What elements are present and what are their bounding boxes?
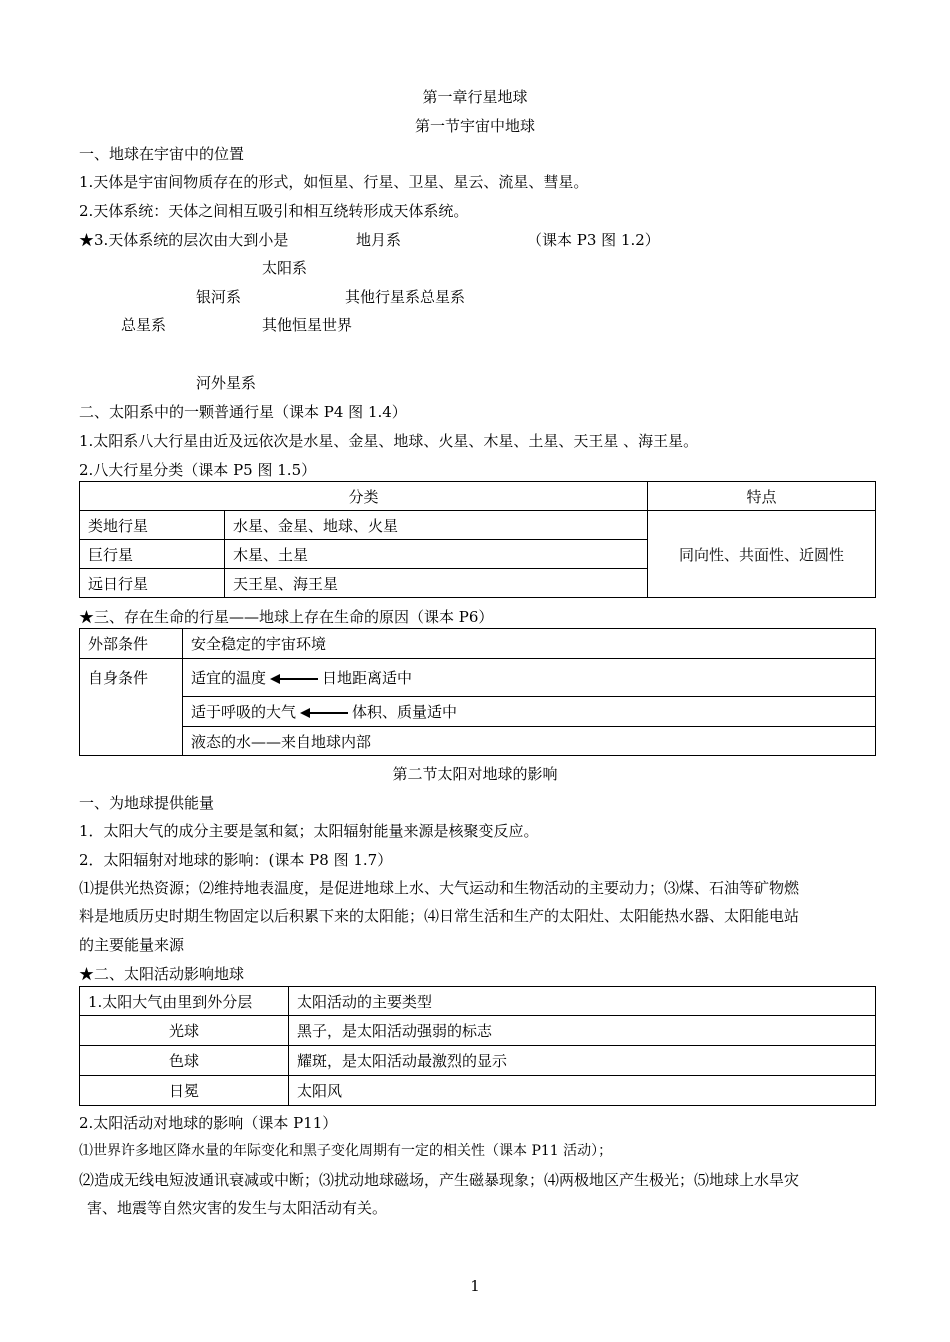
table-cell-feature: 同向性、共面性、近圆性 <box>648 511 876 598</box>
table-cell-atmosphere <box>183 697 876 727</box>
paragraph-effects-1: ⑵造成无线电短波通讯衰减或中断；⑶扰动地球磁场，产生磁暴现象；⑷两极地区产生极光；⑸地球上水旱灾 <box>79 1171 800 1189</box>
section2-title: 第二节太阳对地球的影响 <box>392 765 558 783</box>
table-cell-members: 木星、土星 <box>225 540 648 569</box>
table-header-layers: 1.太阳大气由里到外分层 <box>80 987 289 1016</box>
hierarchy-reference: （课本 P3 图 1.2） <box>527 231 660 249</box>
hierarchy-other-stars: 其他恒星世界 <box>262 316 353 334</box>
paragraph-radiation-details-2: 料是地质历史时期生物固定以后积累下来的太阳能；⑷日常生活和生产的太阳灶、太阳能热水器、太阳能电站 <box>79 907 800 925</box>
paragraph-activity-impact: 2.太阳活动对地球的影响（课本 P11） <box>79 1114 338 1132</box>
table-cell-external-value: 安全稳定的宇宙环境 <box>183 629 876 659</box>
hierarchy-other-planets: 其他行星系总星系 <box>345 288 466 306</box>
table-header-feature: 特点 <box>648 482 876 511</box>
paragraph-celestial-systems: 2.天体系统：天体之间相互吸引和相互绕转形成天体系统。 <box>79 202 469 220</box>
reason-mass: 体积、质量适中 <box>352 703 458 721</box>
paragraph-solar-atmosphere: 1．太阳大气的成分主要是氢和氦；太阳辐射能量来源是核聚变反应。 <box>79 822 539 840</box>
section1-title: 第一节宇宙中地球 <box>414 117 535 135</box>
table-cell-external-label: 外部条件 <box>80 629 183 659</box>
paragraph-eight-planets: 1.太阳系八大行星由近及远依次是水星、金星、地球、火星、木星、土星、天王星 、海王星。 <box>79 432 699 450</box>
table-header-class: 分类 <box>80 482 648 511</box>
condition-atmosphere: 适于呼吸的大气 <box>191 703 297 721</box>
table-cell-activity: 耀斑，是太阳活动最激烈的显示 <box>289 1046 876 1076</box>
table-cell-activity: 黑子，是太阳活动强弱的标志 <box>289 1016 876 1046</box>
heading-ordinary-planet: 二、太阳系中的一颗普通行星（课本 P4 图 1.4） <box>79 403 407 421</box>
solar-layers-table <box>79 986 876 1106</box>
table-cell-layer: 色球 <box>80 1046 289 1076</box>
paragraph-effects-2: 害、地震等自然灾害的发生与太阳活动有关。 <box>87 1199 388 1217</box>
paragraph-system-hierarchy: ★3.天体系统的层次由大到小是 <box>79 231 289 249</box>
heading-energy: 一、为地球提供能量 <box>79 794 215 812</box>
table-cell-type: 类地行星 <box>80 511 225 540</box>
table-cell-type: 巨行星 <box>80 540 225 569</box>
table-header-activity: 太阳活动的主要类型 <box>289 987 876 1016</box>
planet-classification-table <box>79 481 876 598</box>
heading-earth-position: 一、地球在宇宙中的位置 <box>79 145 245 163</box>
table-cell-layer: 光球 <box>80 1016 289 1046</box>
table-cell-type: 远日行星 <box>80 569 225 598</box>
paragraph-radiation-details-3: 的主要能量来源 <box>79 936 185 954</box>
arrow-left-icon <box>270 674 318 684</box>
table-cell-members: 水星、金星、地球、火星 <box>225 511 648 540</box>
hierarchy-solar-system: 太阳系 <box>262 259 308 277</box>
paragraph-precipitation: ⑴世界许多地区降水量的年际变化和黑子变化周期有一定的相关性（课本 P11 活动）； <box>79 1143 613 1159</box>
hierarchy-total-galaxy: 总星系 <box>121 316 167 334</box>
paragraph-radiation-details-1: ⑴提供光热资源；⑵维持地表温度，是促进地球上水、大气运动和生物活动的主要动力；⑶煤、石油等矿物燃 <box>79 879 800 897</box>
hierarchy-milky-way: 银河系 <box>196 288 242 306</box>
life-conditions-table <box>79 628 876 756</box>
page-number: 1 <box>470 1277 480 1295</box>
table-cell-layer: 日冕 <box>80 1076 289 1106</box>
reason-distance: 日地距离适中 <box>322 669 413 687</box>
heading-life-planet: ★三、存在生命的行星——地球上存在生命的原因（课本 P6） <box>79 608 494 626</box>
paragraph-radiation-impact: 2．太阳辐射对地球的影响：(课本 P8 图 1.7） <box>79 851 393 869</box>
table-cell-internal-label: 自身条件 <box>80 659 183 756</box>
hierarchy-extragalactic: 河外星系 <box>196 374 257 392</box>
table-cell-water: 液态的水——来自地球内部 <box>183 727 876 756</box>
paragraph-celestial-bodies: 1.天体是宇宙间物质存在的形式，如恒星、行星、卫星、星云、流星、彗星。 <box>79 173 589 191</box>
arrow-left-icon <box>300 708 348 718</box>
hierarchy-earth-moon: 地月系 <box>356 231 402 249</box>
condition-temperature: 适宜的温度 <box>191 669 267 687</box>
table-cell-members: 天王星、海王星 <box>225 569 648 598</box>
chapter-title: 第一章行星地球 <box>422 88 528 106</box>
paragraph-planet-classification: 2.八大行星分类（课本 P5 图 1.5） <box>79 461 317 479</box>
heading-solar-activity: ★二、太阳活动影响地球 <box>79 965 245 983</box>
table-cell-temperature <box>183 659 876 697</box>
table-cell-activity: 太阳风 <box>289 1076 876 1106</box>
